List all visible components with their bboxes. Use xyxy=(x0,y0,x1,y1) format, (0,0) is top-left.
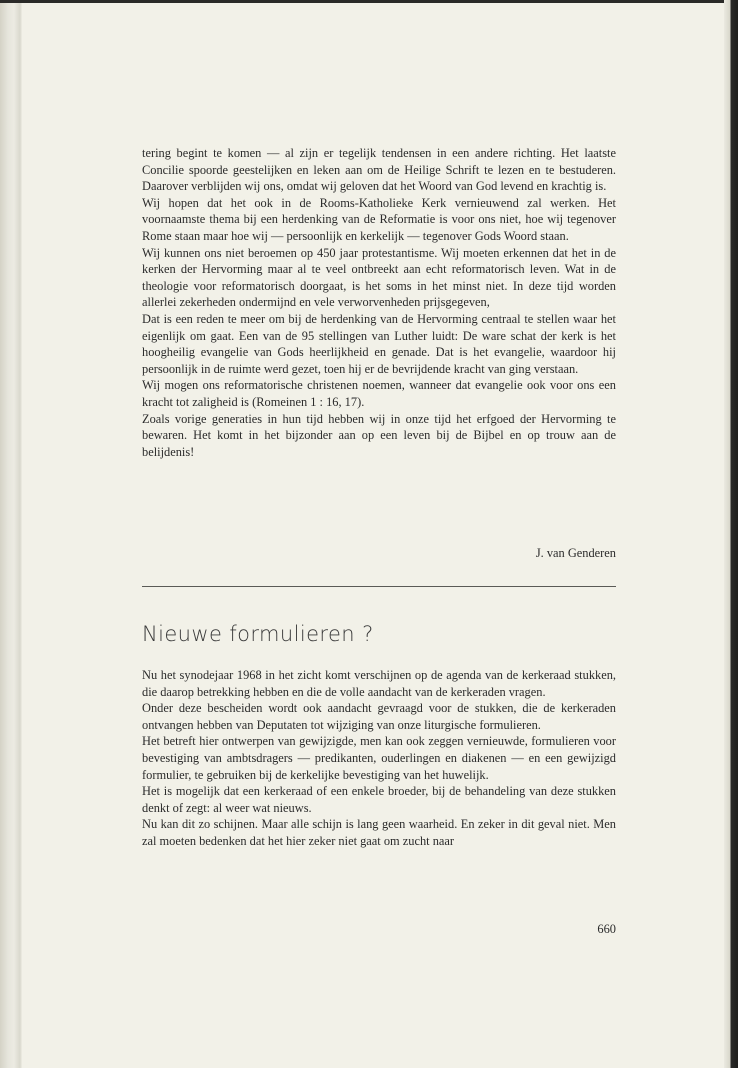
scan-top-edge xyxy=(0,0,738,3)
paragraph: Wij kunnen ons niet beroemen op 450 jaar protestantisme. Wij moeten erkennen dat het in de kerken der Hervorming maar al te veel ontbreekt aan echt reformatorisch leven. Wat in de theologie voor reformatorisch doorgaat, is het soms in het minst niet. In deze tijd worden allerlei zekerheden ondermijnd en vele verworvenheden prijsgegeven, xyxy=(142,245,616,310)
paragraph: Nu kan dit zo schijnen. Maar alle schijn is lang geen waarheid. En zeker in dit geval niet. Men zal moeten bedenken dat het hier zeker niet gaat om zucht naar xyxy=(142,817,616,848)
article-body-continued xyxy=(142,145,616,460)
scan-right-edge xyxy=(724,0,738,1068)
paragraph: tering begint te komen — al zijn er tegelijk tendensen in een andere richting. Het laatste Concilie spoorde geestelijken en leken aan om de Heilige Schrift te lezen en te bestuderen. Daarover verblijden wij ons, omdat wij geloven dat het Woord van God levend en krachtig is. xyxy=(142,146,616,194)
paragraph: Onder deze bescheiden wordt ook aandacht gevraagd voor de stukken, die de kerkeraden ontvangen hebben van Deputaten tot wijziging van onze liturgische formulieren. xyxy=(142,701,616,732)
author-signature: J. van Genderen xyxy=(535,546,616,560)
article-body xyxy=(142,667,616,850)
page-number: 660 xyxy=(597,922,616,936)
paragraph: Zoals vorige generaties in hun tijd hebben wij in onze tijd het erfgoed der Hervorming te bewaren. Het komt in het bijzonder aan op een leven bij de Bijbel en op trouw aan de belijdenis! xyxy=(142,411,616,459)
paragraph: Wij mogen ons reformatorische christenen noemen, wanneer dat evangelie ook voor ons een kracht tot zaligheid is (Romeinen 1 : 16, 17). xyxy=(142,378,616,409)
page-binding-edge xyxy=(0,0,22,1068)
article-title: Nieuwe formulieren ? xyxy=(142,622,374,646)
section-divider xyxy=(142,586,616,587)
paragraph: Het betreft hier ontwerpen van gewijzigde, men kan ook zeggen vernieuwde, formulieren voor bevestiging van ambtsdragers — predikanten, ouderlingen en diakenen — en een gewijzigd formulier, te gebruiken bij de kerkelijke bevestiging van het huwelijk. xyxy=(142,734,616,782)
paragraph: Wij hopen dat het ook in de Rooms-Katholieke Kerk vernieuwend zal werken. Het voornaamste thema bij een herdenking van de Reformatie is voor ons niet, hoe wij tegenover Rome staan maar hoe wij — persoonlijk en kerkelijk — tegenover Gods Woord staan. xyxy=(142,195,616,243)
paragraph: Het is mogelijk dat een kerkeraad of een enkele broeder, bij de behandeling van deze stukken denkt of zegt: al weer wat nieuws. xyxy=(142,784,616,815)
paragraph: Dat is een reden te meer om bij de herdenking van de Hervorming centraal te stellen waar het eigenlijk om gaat. Een van de 95 stellingen van Luther luidt: De ware schat der kerk is het hoogheilig evangelie van Gods heerlijkheid en genade. Dat is het evangelie, waardoor hij persoonlijk in de ruimte werd gezet, toen hij er de bevrijdende kracht van ging verstaan. xyxy=(142,311,616,376)
paragraph: Nu het synodejaar 1968 in het zicht komt verschijnen op de agenda van de kerkeraad stukken, die daarop betrekking hebben en die de volle aandacht van de kerkeraden vragen. xyxy=(142,668,616,699)
